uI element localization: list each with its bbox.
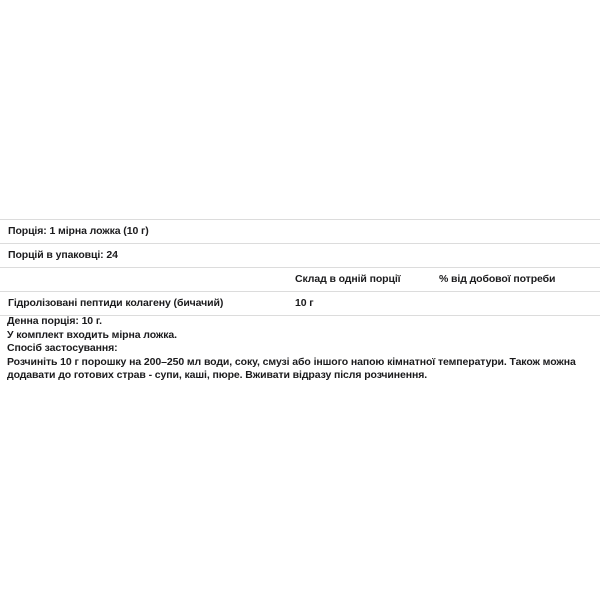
nutrition-facts-table (0, 219, 600, 316)
column-header-composition: Склад в одній порції (295, 268, 439, 292)
usage-title: Спосіб застосування: (7, 342, 118, 354)
included-item-text: У комплект входить мірна ложка. (7, 328, 177, 341)
usage-instructions-text: Розчиніть 10 г порошку на 200–250 мл води, соку, смузі або іншого напою кімнатної температури. Також можна додавати до готових страв - супи, каші, пюре. Вживати відразу після розчинення. (7, 355, 576, 381)
ingredient-daily-value (439, 292, 600, 316)
table-row-ingredient (0, 292, 600, 316)
table-header-row (0, 268, 600, 292)
daily-portion-text: Денна порція: 10 г. (7, 315, 102, 327)
table-row-serving (0, 220, 600, 244)
table-row-servings-per-pack (0, 244, 600, 268)
column-header-daily-value: % від добової потреби (439, 268, 600, 292)
servings-per-pack-text: Порцій в упаковці: 24 (0, 244, 600, 268)
ingredient-name: Гідролізовані пептиди колагену (бичачий) (0, 292, 295, 316)
serving-size-text: Порція: 1 мірна ложка (10 г) (0, 220, 600, 244)
header-empty-cell (0, 268, 295, 292)
ingredient-amount: 10 г (295, 292, 439, 316)
usage-details-block (7, 315, 593, 383)
